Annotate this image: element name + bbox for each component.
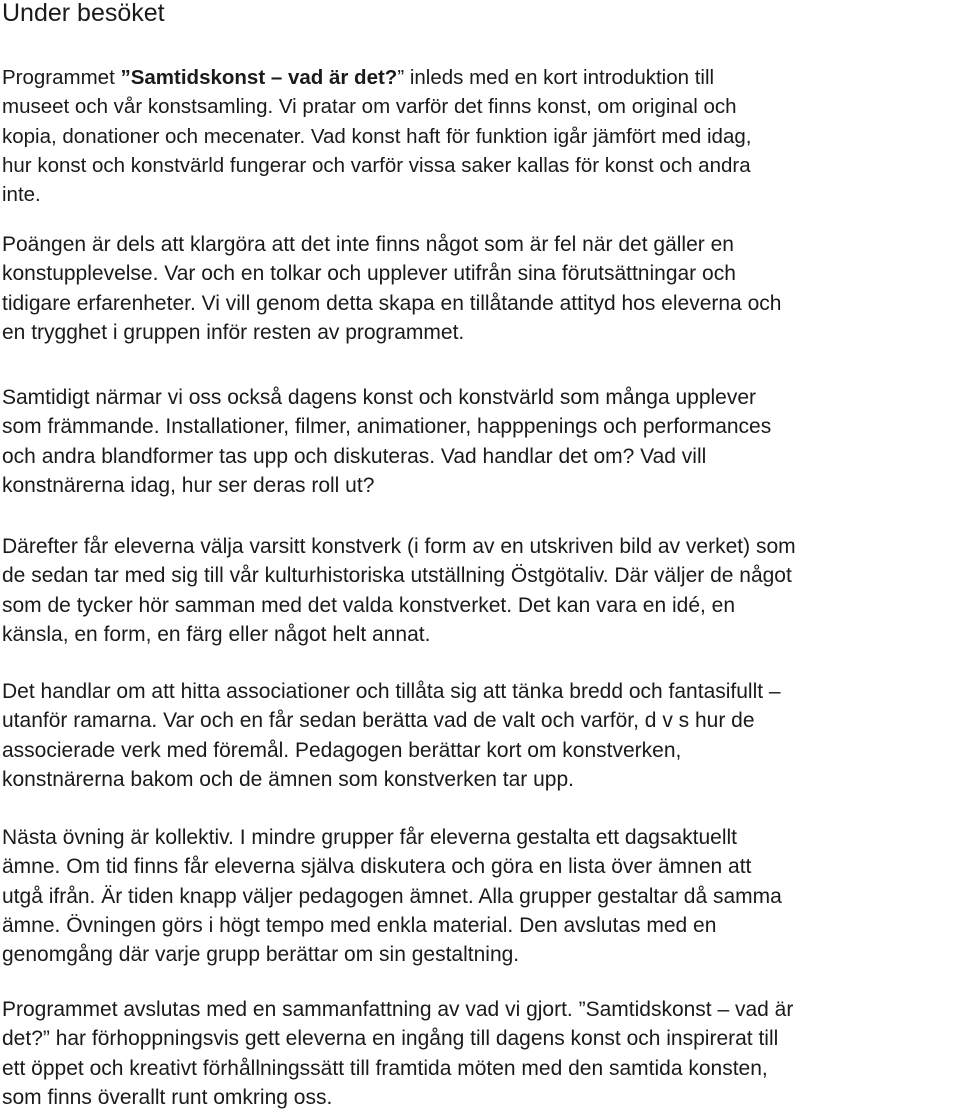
- page-title: Under besöket: [2, 0, 165, 27]
- paragraph-summary: Programmet avslutas med en sammanfattning av vad vi gjort. ”Samtidskonst – vad är det?” har förhoppningsvis gett eleverna en ingång till dagens konst och inspirerat till ett öppet och kreativt förhållningssätt till framtida möten med den samtida konsten, som finns överallt runt omkring oss.: [2, 998, 794, 1109]
- paragraph-introduction: [2, 63, 942, 209]
- intro-rest-text: ” inleds med en kort introduktion till museet och vår konstsamling. Vi pratar om varför det finns konst, om original och kopia, donationer och mecenater. Vad konst haft för funktion igår jämfört med idag, hur konst och konstvärld fungerar och varför vissa saker kallas för konst och andra inte.: [2, 66, 752, 207]
- paragraph-associations: Det handlar om att hitta associationer och tillåta sig att tänka bredd och fantasifullt – utanför ramarna. Var och en får sedan berätta vad de valt och varför, d v s hur de associerade verk med föremål. Pedagogen berättar kort om konstverken, konstnärerna bakom och de ämnen som konstverken tar upp.: [2, 680, 781, 791]
- paragraph-purpose: Poängen är dels att klargöra att det inte finns något som är fel när det gäller en konstupplevelse. Var och en tolkar och upplever utifrån sina förutsättningar och tidigare erfarenheter. Vi vill genom detta skapa en tillåtande attityd hos eleverna och en trygghet i gruppen inför resten av programmet.: [2, 233, 782, 344]
- paragraph-contemporary-art: Samtidigt närmar vi oss också dagens konst och konstvärld som många upplever som främmande. Installationer, filmer, animationer, happpenings och performances och andra blandformer tas upp och diskuteras. Vad handlar det om? Vad vill konstnärerna idag, hur ser deras roll ut?: [2, 386, 772, 497]
- program-title-bold: ”Samtidskonst – vad är det?: [120, 66, 398, 89]
- intro-lead-text: Programmet: [2, 66, 121, 89]
- paragraph-artwork-choice: Därefter får eleverna välja varsitt konstverk (i form av en utskriven bild av verket) som de sedan tar med sig till vår kulturhistoriska utställning Östgötaliv. Där väljer de något som de tycker hör samman med det valda konstverket. Det kan vara en idé, en känsla, en form, en färg eller något helt annat.: [2, 535, 796, 646]
- paragraph-group-exercise: Nästa övning är kollektiv. I mindre grupper får eleverna gestalta ett dagsaktuellt ämne. Om tid finns får eleverna själva diskutera och göra en lista över ämnen att utgå ifrån. Är tiden knapp väljer pedagogen ämnet. Alla grupper gestaltar då samma ämne. Övningen görs i högt tempo med enkla material. Den avslutas med en genomgång där varje grupp berättar om sin gestaltning.: [2, 826, 782, 967]
